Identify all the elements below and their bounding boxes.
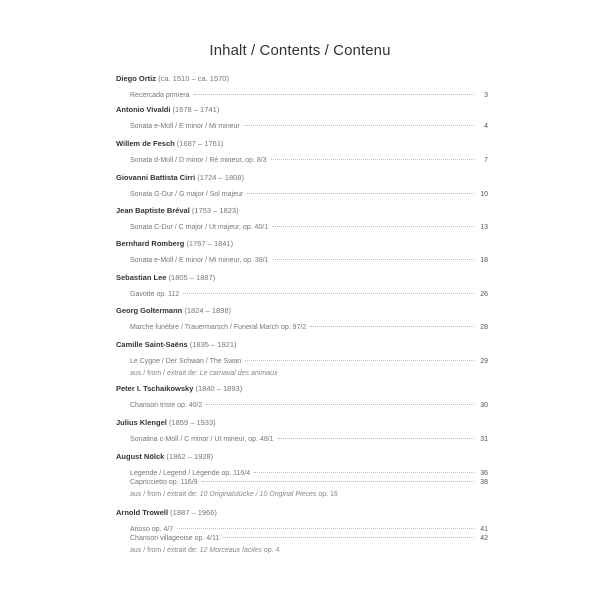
toc-entry bbox=[116, 508, 488, 555]
source-collection-title: 10 Originalstücke / 10 Original Pieces bbox=[199, 491, 317, 498]
page-number: 26 bbox=[480, 291, 488, 298]
composer-name: Sebastian Lee bbox=[116, 273, 167, 282]
page-number: 41 bbox=[480, 526, 488, 533]
work-row[interactable] bbox=[130, 401, 488, 410]
work-title: Sonata e-Moll / E minor / Mi mineur, op. 38/1 bbox=[130, 257, 269, 264]
composer-name: Giovanni Battista Cirri bbox=[116, 173, 196, 182]
composer-dates: (1859 – 1933) bbox=[166, 418, 216, 427]
work-row[interactable] bbox=[130, 478, 488, 487]
work-row[interactable] bbox=[130, 435, 488, 444]
composer-dates: (1767 – 1841) bbox=[184, 239, 234, 248]
composer-name: Bernhard Romberg bbox=[116, 239, 185, 248]
work-row[interactable] bbox=[130, 190, 488, 199]
work-row[interactable] bbox=[130, 469, 488, 478]
work-title: Sonata G-Dur / G major / Sol majeur bbox=[130, 191, 244, 198]
work-title: Sonata C-Dur / C major / Ut majeur, op. 40/1 bbox=[130, 224, 269, 231]
work-title: Capriccietto op. 116/9 bbox=[130, 479, 198, 486]
composer-heading bbox=[116, 173, 488, 183]
work-title: Arioso op. 4/7 bbox=[130, 526, 174, 533]
source-note: aus / from / extrait de: 10 Originalstücke / 10 Original Pieces op. 16 bbox=[130, 491, 338, 498]
page-number: 29 bbox=[480, 358, 488, 365]
work-title: Chanson triste op. 40/2 bbox=[130, 402, 203, 409]
composer-heading bbox=[116, 139, 488, 149]
work-row[interactable] bbox=[130, 290, 488, 299]
work-title: Chanson villageoise op. 4/11 bbox=[130, 535, 220, 542]
composer-dates: (1687 – 1761) bbox=[174, 139, 224, 148]
work-row[interactable] bbox=[130, 91, 488, 100]
composer-dates: (1887 – 1966) bbox=[168, 508, 217, 517]
page-number: 13 bbox=[480, 224, 488, 231]
toc-entry bbox=[116, 206, 488, 232]
dot-leader bbox=[310, 326, 474, 327]
page-number: 3 bbox=[484, 92, 488, 99]
dot-leader bbox=[223, 537, 474, 538]
work-title: Legende / Legend / Légende op. 116/4 bbox=[130, 470, 251, 477]
work-row[interactable] bbox=[130, 525, 488, 534]
work-row[interactable] bbox=[130, 323, 488, 332]
dot-leader bbox=[254, 472, 474, 473]
work-row[interactable] bbox=[130, 357, 488, 366]
work-title: Sonatina c-Moll / C minor / Ut mineur, op. 48/1 bbox=[130, 436, 274, 443]
toc-entry bbox=[116, 173, 488, 199]
toc-entry bbox=[116, 105, 488, 131]
composer-dates: (1824 – 1898) bbox=[182, 306, 232, 315]
composer-heading bbox=[116, 508, 488, 518]
work-title: Gavotte op. 112 bbox=[130, 291, 180, 298]
work-row[interactable] bbox=[130, 122, 488, 131]
dot-leader bbox=[183, 293, 474, 294]
dot-leader bbox=[177, 528, 474, 529]
toc-entry bbox=[116, 273, 488, 299]
composer-dates: (1753 – 1823) bbox=[189, 206, 239, 215]
work-title: Sonata e-Moll / E minor / Mi mineur bbox=[130, 123, 240, 130]
toc-entry bbox=[116, 139, 488, 165]
composer-name: Julius Klengel bbox=[116, 418, 167, 427]
toc-entry bbox=[116, 418, 488, 444]
composer-heading bbox=[116, 452, 488, 462]
composer-heading bbox=[116, 340, 488, 350]
composer-dates: (1840 – 1893) bbox=[193, 384, 243, 393]
composer-name: Antonio Vivaldi bbox=[116, 105, 171, 114]
page-title: Inhalt / Contents / Contenu bbox=[209, 42, 391, 59]
source-note: aus / from / extrait de: Le carnaval des animaux bbox=[130, 370, 278, 377]
page-number: 38 bbox=[480, 479, 488, 486]
composer-heading bbox=[116, 74, 488, 84]
composer-name: Willem de Fesch bbox=[116, 139, 175, 148]
dot-leader bbox=[194, 94, 474, 95]
source-note: aus / from / extrait de: 12 Morceaux faciles op. 4 bbox=[130, 547, 280, 554]
composer-name: Arnold Trowell bbox=[116, 508, 169, 517]
work-row[interactable] bbox=[130, 534, 488, 543]
composer-heading bbox=[116, 239, 488, 249]
work-row[interactable] bbox=[130, 256, 488, 265]
composer-dates: (1805 – 1887) bbox=[166, 273, 216, 282]
composer-dates: (1835 – 1921) bbox=[187, 340, 237, 349]
work-title: Sonata d-Moll / D minor / Ré mineur, op. 8/3 bbox=[130, 157, 267, 164]
composer-name: Jean Baptiste Bréval bbox=[116, 206, 190, 215]
dot-leader bbox=[202, 481, 474, 482]
composer-name: Camille Saint-Saëns bbox=[116, 340, 188, 349]
work-title: Le Cygne / Der Schwan / The Swan bbox=[130, 358, 242, 365]
composer-dates: (1724 – 1808) bbox=[195, 173, 244, 182]
dot-leader bbox=[272, 226, 474, 227]
page-number: 31 bbox=[480, 436, 488, 443]
composer-heading bbox=[116, 273, 488, 283]
composer-heading bbox=[116, 306, 488, 316]
page-number: 10 bbox=[480, 191, 488, 198]
page-number: 7 bbox=[484, 157, 488, 164]
dot-leader bbox=[244, 125, 474, 126]
source-collection-title: 12 Morceaux faciles bbox=[199, 547, 262, 554]
page-number: 42 bbox=[480, 535, 488, 542]
composer-dates: (1678 – 1741) bbox=[170, 105, 220, 114]
dot-leader bbox=[278, 438, 474, 439]
toc-entry bbox=[116, 239, 488, 265]
composer-heading bbox=[116, 418, 488, 428]
composer-name: August Nölck bbox=[116, 452, 165, 461]
page-number: 36 bbox=[480, 470, 488, 477]
work-title: Recercada primera bbox=[130, 92, 190, 99]
page-number: 30 bbox=[480, 402, 488, 409]
composer-heading bbox=[116, 384, 488, 394]
toc-entry bbox=[116, 340, 488, 378]
composer-heading bbox=[116, 206, 488, 216]
dot-leader bbox=[206, 404, 474, 405]
work-row[interactable] bbox=[130, 223, 488, 232]
toc-entry bbox=[116, 306, 488, 332]
toc-entry bbox=[116, 384, 488, 410]
dot-leader bbox=[273, 259, 474, 260]
composer-name: Georg Goltermann bbox=[116, 306, 183, 315]
toc-entry bbox=[116, 452, 488, 499]
dot-leader bbox=[245, 360, 474, 361]
dot-leader bbox=[271, 159, 474, 160]
work-title: Marche funèbre / Trauermarsch / Funeral March op. 97/2 bbox=[130, 324, 307, 331]
page-number: 28 bbox=[480, 324, 488, 331]
composer-dates: (ca. 1510 – ca. 1570) bbox=[156, 74, 229, 83]
composer-dates: (1862 – 1928) bbox=[164, 452, 214, 461]
work-row[interactable] bbox=[130, 156, 488, 165]
page-number: 18 bbox=[480, 257, 488, 264]
composer-heading bbox=[116, 105, 488, 115]
composer-name: Diego Ortiz bbox=[116, 74, 157, 83]
page-number: 4 bbox=[484, 123, 488, 130]
dot-leader bbox=[247, 193, 474, 194]
source-collection-title: Le carnaval des animaux bbox=[199, 370, 278, 377]
composer-name: Peter I. Tschaikowsky bbox=[116, 384, 194, 393]
toc-entry bbox=[116, 74, 488, 100]
